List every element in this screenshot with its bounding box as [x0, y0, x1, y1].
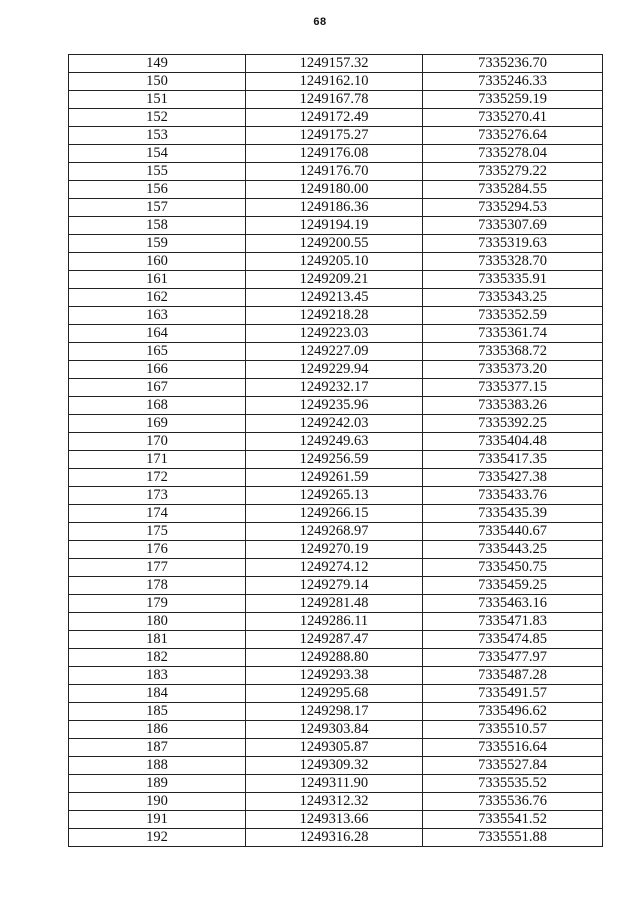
table-row: [69, 595, 603, 613]
x-coordinate-cell: 1249242.03: [246, 415, 423, 433]
y-coordinate-cell: 7335278.04: [423, 145, 603, 163]
x-coordinate-cell: 1249268.97: [246, 523, 423, 541]
y-coordinate-cell: 7335474.85: [423, 631, 603, 649]
table-row: [69, 55, 603, 73]
table-row: [69, 667, 603, 685]
x-coordinate-cell: 1249305.87: [246, 739, 423, 757]
y-coordinate-cell: 7335246.33: [423, 73, 603, 91]
y-coordinate-cell: 7335471.83: [423, 613, 603, 631]
y-coordinate-cell: 7335368.72: [423, 343, 603, 361]
table-row: [69, 343, 603, 361]
y-coordinate-cell: 7335319.63: [423, 235, 603, 253]
point-number-cell: 158: [69, 217, 246, 235]
y-coordinate-cell: 7335516.64: [423, 739, 603, 757]
coordinates-table-body: [69, 55, 603, 847]
table-row: [69, 685, 603, 703]
point-number-cell: 159: [69, 235, 246, 253]
table-row: [69, 397, 603, 415]
point-number-cell: 157: [69, 199, 246, 217]
table-row: [69, 109, 603, 127]
table-row: [69, 451, 603, 469]
point-number-cell: 184: [69, 685, 246, 703]
point-number-cell: 186: [69, 721, 246, 739]
point-number-cell: 172: [69, 469, 246, 487]
x-coordinate-cell: 1249298.17: [246, 703, 423, 721]
table-row: [69, 325, 603, 343]
table-row: [69, 811, 603, 829]
x-coordinate-cell: 1249266.15: [246, 505, 423, 523]
point-number-cell: 162: [69, 289, 246, 307]
y-coordinate-cell: 7335307.69: [423, 217, 603, 235]
x-coordinate-cell: 1249287.47: [246, 631, 423, 649]
table-row: [69, 523, 603, 541]
table-row: [69, 739, 603, 757]
table-row: [69, 307, 603, 325]
x-coordinate-cell: 1249279.14: [246, 577, 423, 595]
point-number-cell: 180: [69, 613, 246, 631]
point-number-cell: 192: [69, 829, 246, 847]
y-coordinate-cell: 7335433.76: [423, 487, 603, 505]
point-number-cell: 187: [69, 739, 246, 757]
point-number-cell: 151: [69, 91, 246, 109]
point-number-cell: 165: [69, 343, 246, 361]
point-number-cell: 164: [69, 325, 246, 343]
point-number-cell: 168: [69, 397, 246, 415]
table-row: [69, 271, 603, 289]
x-coordinate-cell: 1249213.45: [246, 289, 423, 307]
x-coordinate-cell: 1249270.19: [246, 541, 423, 559]
x-coordinate-cell: 1249286.11: [246, 613, 423, 631]
x-coordinate-cell: 1249235.96: [246, 397, 423, 415]
table-row: [69, 559, 603, 577]
point-number-cell: 167: [69, 379, 246, 397]
table-row: [69, 145, 603, 163]
y-coordinate-cell: 7335450.75: [423, 559, 603, 577]
y-coordinate-cell: 7335459.25: [423, 577, 603, 595]
x-coordinate-cell: 1249288.80: [246, 649, 423, 667]
y-coordinate-cell: 7335279.22: [423, 163, 603, 181]
point-number-cell: 185: [69, 703, 246, 721]
table-row: [69, 199, 603, 217]
point-number-cell: 190: [69, 793, 246, 811]
y-coordinate-cell: 7335352.59: [423, 307, 603, 325]
point-number-cell: 176: [69, 541, 246, 559]
point-number-cell: 155: [69, 163, 246, 181]
point-number-cell: 161: [69, 271, 246, 289]
x-coordinate-cell: 1249229.94: [246, 361, 423, 379]
table-row: [69, 775, 603, 793]
table-row: [69, 253, 603, 271]
table-row: [69, 757, 603, 775]
x-coordinate-cell: 1249311.90: [246, 775, 423, 793]
table-row: [69, 91, 603, 109]
y-coordinate-cell: 7335510.57: [423, 721, 603, 739]
point-number-cell: 174: [69, 505, 246, 523]
point-number-cell: 160: [69, 253, 246, 271]
x-coordinate-cell: 1249249.63: [246, 433, 423, 451]
x-coordinate-cell: 1249176.08: [246, 145, 423, 163]
point-number-cell: 189: [69, 775, 246, 793]
y-coordinate-cell: 7335535.52: [423, 775, 603, 793]
y-coordinate-cell: 7335284.55: [423, 181, 603, 199]
table-row: [69, 505, 603, 523]
point-number-cell: 163: [69, 307, 246, 325]
y-coordinate-cell: 7335551.88: [423, 829, 603, 847]
point-number-cell: 154: [69, 145, 246, 163]
point-number-cell: 183: [69, 667, 246, 685]
y-coordinate-cell: 7335527.84: [423, 757, 603, 775]
y-coordinate-cell: 7335392.25: [423, 415, 603, 433]
table-row: [69, 163, 603, 181]
point-number-cell: 188: [69, 757, 246, 775]
table-row: [69, 577, 603, 595]
table-row: [69, 703, 603, 721]
table-row: [69, 127, 603, 145]
point-number-cell: 191: [69, 811, 246, 829]
x-coordinate-cell: 1249175.27: [246, 127, 423, 145]
x-coordinate-cell: 1249172.49: [246, 109, 423, 127]
x-coordinate-cell: 1249232.17: [246, 379, 423, 397]
y-coordinate-cell: 7335417.35: [423, 451, 603, 469]
x-coordinate-cell: 1249261.59: [246, 469, 423, 487]
x-coordinate-cell: 1249281.48: [246, 595, 423, 613]
y-coordinate-cell: 7335443.25: [423, 541, 603, 559]
x-coordinate-cell: 1249180.00: [246, 181, 423, 199]
y-coordinate-cell: 7335435.39: [423, 505, 603, 523]
x-coordinate-cell: 1249218.28: [246, 307, 423, 325]
y-coordinate-cell: 7335335.91: [423, 271, 603, 289]
table-row: [69, 433, 603, 451]
y-coordinate-cell: 7335373.20: [423, 361, 603, 379]
point-number-cell: 166: [69, 361, 246, 379]
x-coordinate-cell: 1249205.10: [246, 253, 423, 271]
y-coordinate-cell: 7335383.26: [423, 397, 603, 415]
x-coordinate-cell: 1249274.12: [246, 559, 423, 577]
x-coordinate-cell: 1249227.09: [246, 343, 423, 361]
point-number-cell: 149: [69, 55, 246, 73]
y-coordinate-cell: 7335361.74: [423, 325, 603, 343]
y-coordinate-cell: 7335491.57: [423, 685, 603, 703]
table-row: [69, 289, 603, 307]
x-coordinate-cell: 1249313.66: [246, 811, 423, 829]
point-number-cell: 179: [69, 595, 246, 613]
x-coordinate-cell: 1249162.10: [246, 73, 423, 91]
point-number-cell: 173: [69, 487, 246, 505]
x-coordinate-cell: 1249186.36: [246, 199, 423, 217]
table-row: [69, 73, 603, 91]
x-coordinate-cell: 1249316.28: [246, 829, 423, 847]
point-number-cell: 171: [69, 451, 246, 469]
point-number-cell: 177: [69, 559, 246, 577]
y-coordinate-cell: 7335496.62: [423, 703, 603, 721]
x-coordinate-cell: 1249209.21: [246, 271, 423, 289]
x-coordinate-cell: 1249312.32: [246, 793, 423, 811]
table-row: [69, 613, 603, 631]
x-coordinate-cell: 1249295.68: [246, 685, 423, 703]
point-number-cell: 170: [69, 433, 246, 451]
y-coordinate-cell: 7335440.67: [423, 523, 603, 541]
x-coordinate-cell: 1249309.32: [246, 757, 423, 775]
table-row: [69, 829, 603, 847]
table-row: [69, 487, 603, 505]
y-coordinate-cell: 7335404.48: [423, 433, 603, 451]
y-coordinate-cell: 7335294.53: [423, 199, 603, 217]
y-coordinate-cell: 7335236.70: [423, 55, 603, 73]
point-number-cell: 169: [69, 415, 246, 433]
table-row: [69, 469, 603, 487]
y-coordinate-cell: 7335536.76: [423, 793, 603, 811]
point-number-cell: 181: [69, 631, 246, 649]
table-row: [69, 361, 603, 379]
x-coordinate-cell: 1249200.55: [246, 235, 423, 253]
table-row: [69, 541, 603, 559]
point-number-cell: 182: [69, 649, 246, 667]
y-coordinate-cell: 7335343.25: [423, 289, 603, 307]
y-coordinate-cell: 7335427.38: [423, 469, 603, 487]
x-coordinate-cell: 1249293.38: [246, 667, 423, 685]
y-coordinate-cell: 7335328.70: [423, 253, 603, 271]
point-number-cell: 150: [69, 73, 246, 91]
y-coordinate-cell: 7335463.16: [423, 595, 603, 613]
table-row: [69, 415, 603, 433]
x-coordinate-cell: 1249194.19: [246, 217, 423, 235]
table-row: [69, 379, 603, 397]
y-coordinate-cell: 7335377.15: [423, 379, 603, 397]
y-coordinate-cell: 7335270.41: [423, 109, 603, 127]
x-coordinate-cell: 1249303.84: [246, 721, 423, 739]
x-coordinate-cell: 1249176.70: [246, 163, 423, 181]
y-coordinate-cell: 7335276.64: [423, 127, 603, 145]
y-coordinate-cell: 7335541.52: [423, 811, 603, 829]
x-coordinate-cell: 1249265.13: [246, 487, 423, 505]
table-row: [69, 631, 603, 649]
x-coordinate-cell: 1249167.78: [246, 91, 423, 109]
x-coordinate-cell: 1249256.59: [246, 451, 423, 469]
y-coordinate-cell: 7335487.28: [423, 667, 603, 685]
point-number-cell: 152: [69, 109, 246, 127]
point-number-cell: 175: [69, 523, 246, 541]
x-coordinate-cell: 1249157.32: [246, 55, 423, 73]
table-row: [69, 721, 603, 739]
table-row: [69, 235, 603, 253]
page-number: 68: [313, 16, 327, 28]
table-row: [69, 217, 603, 235]
x-coordinate-cell: 1249223.03: [246, 325, 423, 343]
table-row: [69, 649, 603, 667]
table-row: [69, 181, 603, 199]
y-coordinate-cell: 7335477.97: [423, 649, 603, 667]
coordinates-table: [68, 54, 603, 847]
point-number-cell: 178: [69, 577, 246, 595]
point-number-cell: 156: [69, 181, 246, 199]
table-row: [69, 793, 603, 811]
y-coordinate-cell: 7335259.19: [423, 91, 603, 109]
point-number-cell: 153: [69, 127, 246, 145]
